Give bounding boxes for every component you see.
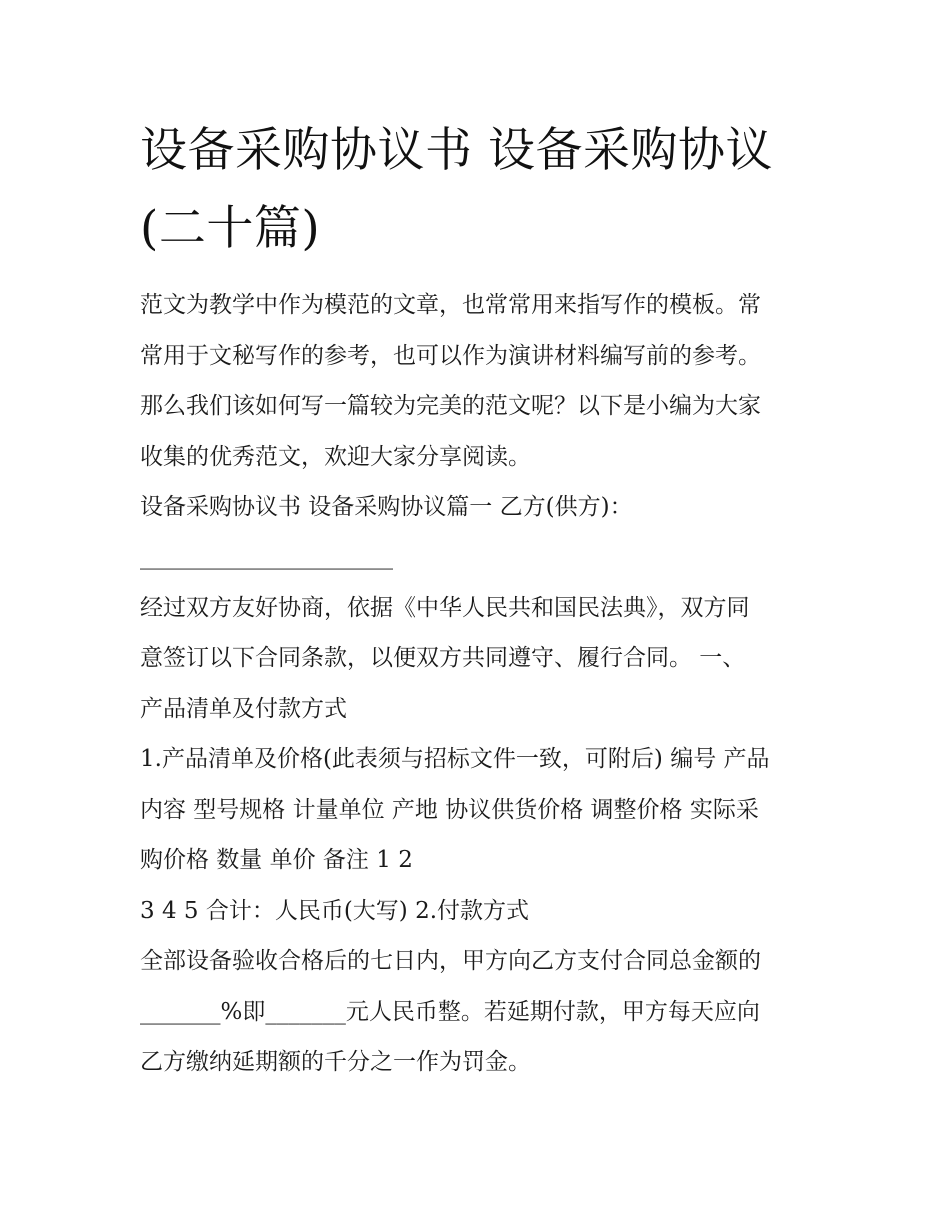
text-line: 全部设备验收合格后的七日内，甲方向乙方支付合同总金额的: [140, 948, 761, 974]
text-line: 意签订以下合同条款，以便双方共同遵守、履行合同。 一、: [140, 645, 746, 671]
text-line: 常用于文秘写作的参考，也可以作为演讲材料编写前的参考。: [140, 342, 761, 369]
text-line: 3 4 5 合计：人民币(大写) 2.付款方式: [140, 897, 530, 924]
title-line: 设备采购协议书 设备采购协议: [140, 123, 773, 178]
text-line: 范文为教学中作为模范的文章，也常常用来指写作的模板。常: [140, 292, 761, 318]
text-line: 收集的优秀范文，欢迎大家分享阅读。: [140, 443, 531, 470]
intro-paragraph: [140, 280, 820, 482]
payment-heading: [140, 886, 820, 937]
text-line: 1.产品清单及价格(此表须与招标文件一致，可附后) 编号 产品: [140, 746, 770, 772]
payment-paragraph: [140, 936, 820, 1088]
text-line: 乙方缴纳延期额的千分之一作为罚金。: [140, 1049, 531, 1075]
supplier-blank-line: ______________________: [140, 543, 393, 570]
text-line: 产品清单及付款方式: [140, 695, 347, 722]
text-line: 经过双方友好协商，依据《中华人民共和国民法典》，双方同: [140, 594, 750, 621]
text-line: 内容 型号规格 计量单位 产地 协议供货价格 调整价格 实际采: [140, 796, 759, 823]
text-line: 那么我们该如何写一篇较为完美的范文呢？以下是小编为大家: [140, 393, 761, 419]
agreement-paragraph: [140, 583, 820, 735]
text-line: 购价格 数量 单价 备注 1 2: [140, 847, 413, 873]
text-line: 设备采购协议书 设备采购协议篇一 乙方(供方)：: [140, 494, 633, 520]
document-title: [140, 112, 830, 268]
product-list-paragraph: [140, 734, 820, 886]
title-line: (二十篇): [140, 201, 321, 256]
text-line: _______%即_______元人民币整。若延期付款，甲方每天应向: [140, 998, 760, 1025]
section-heading: [140, 482, 820, 533]
document-body: [140, 280, 820, 1088]
